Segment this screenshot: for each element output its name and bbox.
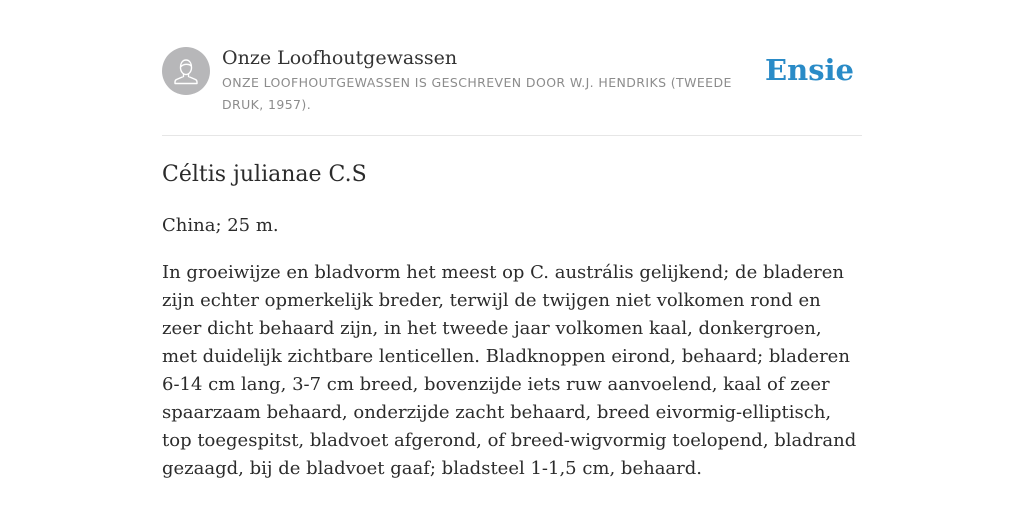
source-title[interactable]: Onze Loofhoutgewassen [222,47,458,69]
header-divider [162,135,862,136]
ensie-logo[interactable]: Ensie [765,53,854,87]
entry-description: In groeiwijze en bladvorm het meest op C. austrális gelijkend; de bladeren zijn echter opmerkelijk breder, terwijl de twijgen niet volkomen rond en zeer dicht behaard zijn, in het tweede jaar volkomen kaal, donkergroen, met duidelijk zichtbare lenticellen. Bladknoppen eirond, behaard; bladeren 6-14 cm lang, 3-7 cm breed, bovenzijde iets ruw aanvoelend, kaal of zeer spaarzaam behaard, onderzijde zacht behaard, breed eivormig-elliptisch, top toegespitst, bladvoet afgerond, of breed-wigvormig toelopend, bladrand gezaagd, bij de bladvoet gaaf; bladsteel 1-1,5 cm, behaard. [162,262,857,479]
user-silhouette-icon [162,47,210,95]
entry-origin: China; 25 m. [162,215,279,236]
source-subtitle: ONZE LOOFHOUTGEWASSEN IS GESCHREVEN DOOR W.J. HENDRIKS (TWEEDE DRUK, 1957). [222,75,732,112]
source-header [162,44,862,134]
source-avatar [162,47,210,95]
entry-title: Céltis julianae C.S [162,162,367,187]
entry-card [162,0,862,512]
